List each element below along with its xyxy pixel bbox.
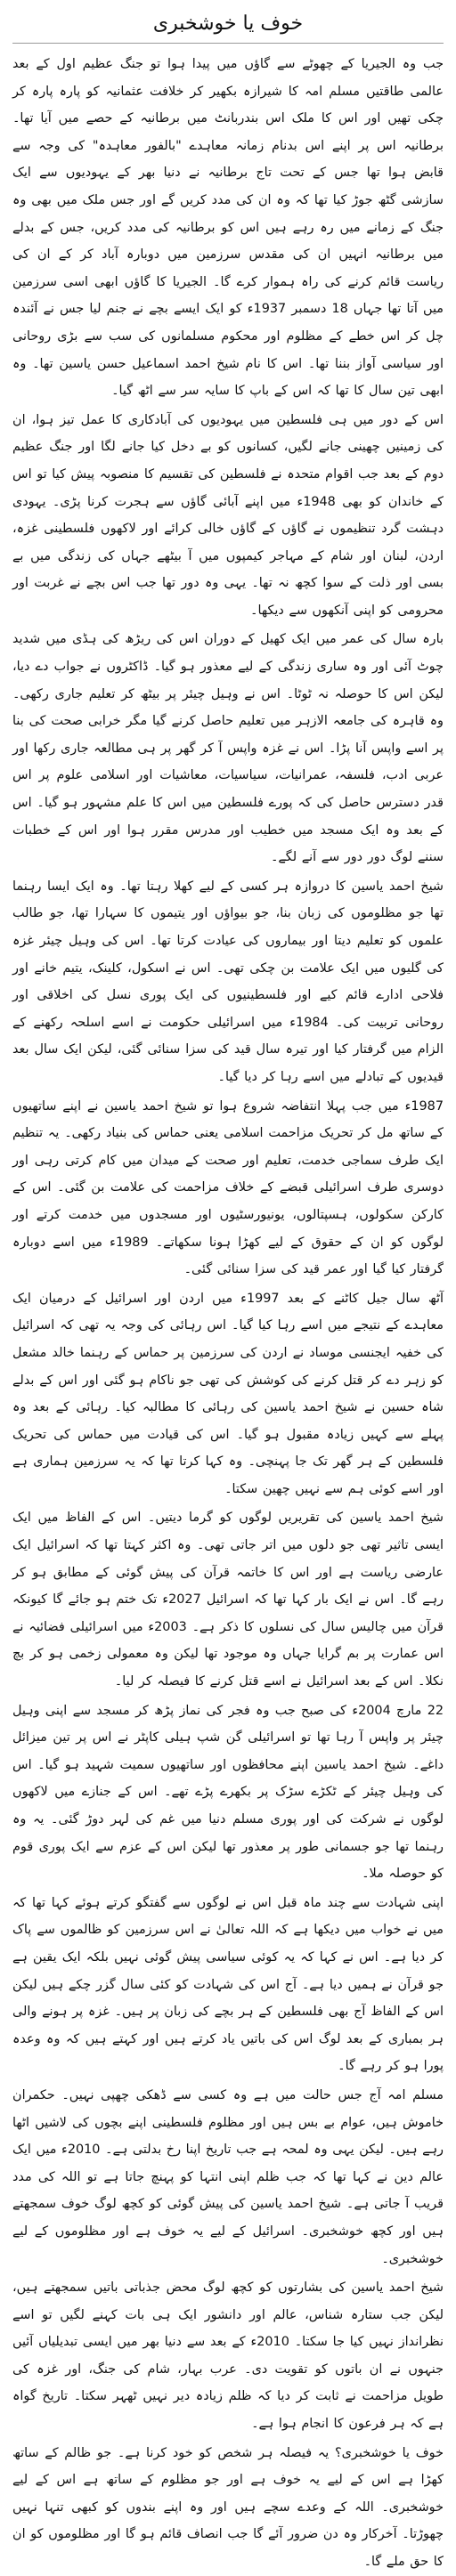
article-paragraph: اپنی شہادت سے چند ماہ قبل اس نے لوگوں سے گفتگو کرتے ہوئے کہا تھا کہ میں نے خواب میں دیکھا ہے کہ اللہ تعالیٰ نے اس سرزمین کو ظالموں سے پاک کر دیا ہے۔ اس نے کہا کہ یہ کوئی سیاسی پیش گوئی نہیں بلکہ ایک یقین ہے جو قرآن نے ہمیں دیا ہے۔ آج اس کی شہادت کو کئی سال گزر چکے ہیں لیکن اس کے الفاظ آج بھی فلسطین کے ہر بچے کی زبان پر ہیں۔ غزہ پر ہونے والی ہر بمباری کے بعد لوگ اس کی باتیں یاد کرتے ہیں اور کہتے ہیں کہ وہ وعدہ پورا ہو کر رہے گا۔ [12,1895,444,2074]
article-paragraph: اس کے دور میں ہی فلسطین میں یہودیوں کی آبادکاری کا عمل تیز ہوا، ان کی زمینیں چھینی جانے لگیں، کسانوں کو بے دخل کیا جانے لگا اور جنگ عظیم دوم کے بعد جب اقوام متحدہ نے فلسطین کی تقسیم کا منصوبہ پیش کیا تو اس کے خاندان کو بھی 1948ء میں اپنے آبائی گاؤں سے ہجرت کرنا پڑی۔ یہودی دہشت گرد تنظیموں نے گاؤں کے گاؤں خالی کرائے اور لاکھوں فلسطینی غزہ، اردن، لبنان اور شام کے مہاجر کیمپوں میں آ بیٹھے جہاں کی زندگی میں بے بسی اور ذلت کے سوا کچھ نہ تھا۔ یہی وہ دور تھا جب اس بچے نے غربت اور محرومی کو اپنی آنکھوں سے دیکھا۔ [12,412,444,618]
article-paragraph: 1987ء میں جب پہلا انتفاضہ شروع ہوا تو شیخ احمد یاسین نے اپنے ساتھیوں کے ساتھ مل کر تحریک مزاحمت اسلامی یعنی حماس کی بنیاد رکھی۔ یہ تنظیم ایک طرف سماجی خدمت، تعلیم اور صحت کے میدان میں کام کرتی رہی اور دوسری طرف اسرائیلی قبضے کے خلاف مزاحمت کی علامت بن گئی۔ اس کے کارکن سکولوں، ہسپتالوں، یونیورسٹیوں اور مسجدوں میں خدمت کرتے اور لوگوں کو ان کے حقوق کے لیے کھڑا ہونا سکھاتے۔ 1989ء میں اسے دوبارہ گرفتار کیا گیا اور عمر قید کی سزا سنائی گئی۔ [12,1098,444,1277]
article-paragraph: آٹھ سال جیل کاٹنے کے بعد 1997ء میں اردن اور اسرائیل کے درمیان ایک معاہدے کے نتیجے میں اسے رہا کیا گیا۔ اس رہائی کی وجہ یہ تھی کہ اسرائیل کی خفیہ ایجنسی موساد نے اردن کی سرزمین پر حماس کے رہنما خالد مشعل کو زہر دے کر قتل کرنے کی کوشش کی تھی جو ناکام ہو گئی اور اس کے بدلے شاہ حسین نے شیخ احمد یاسین کی رہائی کا مطالبہ کیا۔ رہائی کے بعد وہ پہلے سے کہیں زیادہ مقبول ہو گیا۔ اس کی قیادت میں حماس کی تحریک فلسطین کے ہر گھر تک جا پہنچی۔ وہ کہا کرتا تھا کہ یہ سرزمین ہماری ہے اور اسے کوئی ہم سے نہیں چھین سکتا۔ [12,1291,444,1496]
article-paragraph: مسلم امہ آج جس حالت میں ہے وہ کسی سے ڈھکی چھپی نہیں۔ حکمران خاموش ہیں، عوام بے بس ہیں اور مظلوم فلسطینی اپنے بچوں کی لاشیں اٹھا رہے ہیں۔ لیکن یہی وہ لمحہ ہے جب تاریخ اپنا رخ بدلتی ہے۔ 2010ء میں ایک عالم دین نے کہا تھا کہ جب ظلم اپنی انتہا کو پہنچ جاتا ہے تو اللہ کی مدد قریب آ جاتی ہے۔ شیخ احمد یاسین کی پیش گوئی کو کچھ لوگ خوف سمجھتے ہیں اور کچھ خوشخبری۔ اسرائیل کے لیے یہ خوف ہے اور مظلوموں کے لیے خوشخبری۔ [12,2087,444,2266]
article-paragraph: جب وہ الجیریا کے چھوٹے سے گاؤں میں پیدا ہوا تو جنگ عظیم اول کے بعد عالمی طاقتیں مسلم امہ کا شیرازہ بکھیر کر خلافت عثمانیہ کو پارہ پارہ کر چکی تھیں اور اس کا ملک اس بندربانٹ میں برطانیہ کے حصے میں آیا تھا۔ برطانیہ اس پر اپنے اس بدنام زمانہ معاہدے "بالفور معاہدہ" کی وجہ سے قابض ہوا تھا جس کے تحت تاج برطانیہ نے دنیا بھر کے یہودیوں سے ایک سازشی گٹھ جوڑ کیا تھا کہ وہ ان کی مدد کریں گے اور جس ملک میں بھی وہ جنگ کے زمانے میں رہ رہے ہیں اس کو برطانیہ کی مدد کریں، جس کے بدلے میں برطانیہ انہیں ان کی مقدس سرزمین میں دوبارہ آباد کر کے ان کی ریاست قائم کرنے کی راہ ہموار کرے گا۔ الجیریا کا گاؤں ابھی اسی سرزمین میں آتا تھا جہاں 18 دسمبر 1937ء کو ایک ایسے بچے نے جنم لیا جس نے آئندہ چل کر اس خطے کے مظلوم اور محکوم مسلمانوں کی سب سے بڑی روحانی اور سیاسی آواز بننا تھا۔ اس کا نام شیخ احمد اسماعیل حسن یاسین تھا۔ وہ ابھی تین سال کا تھا کہ اس کے باپ کا سایہ سر سے اٹھ گیا۔ [12,57,444,399]
article-title: خوف یا خوشخبری [152,12,304,35]
article-paragraph: 22 مارچ 2004ء کی صبح جب وہ فجر کی نماز پڑھ کر مسجد سے اپنی وہیل چیئر پر واپس آ رہا تھا تو اسرائیلی گن شپ ہیلی کاپٹر نے اس پر تین میزائل داغے۔ شیخ احمد یاسین اپنے محافظوں اور ساتھیوں سمیت شہید ہو گیا۔ اس کی وہیل چیئر کے ٹکڑے سڑک پر بکھرے پڑے تھے۔ اس کے جنازے میں لاکھوں لوگوں نے شرکت کی اور پوری مسلم دنیا میں غم کی لہر دوڑ گئی۔ یہ وہ رہنما تھا جو جسمانی طور پر معذور تھا لیکن اس کے عزم سے ایک پوری قوم کو حوصلہ ملا۔ [12,1703,444,1882]
article-paragraph: بارہ سال کی عمر میں ایک کھیل کے دوران اس کی ریڑھ کی ہڈی میں شدید چوٹ آئی اور وہ ساری زندگی کے لیے معذور ہو گیا۔ ڈاکٹروں نے جواب دے دیا، لیکن اس کا حوصلہ نہ ٹوٹا۔ اس نے وہیل چیئر پر بیٹھ کر تعلیم جاری رکھی۔ وہ قاہرہ کی جامعہ الازہر میں تعلیم حاصل کرنے گیا مگر خرابی صحت کی بنا پر اسے واپس آنا پڑا۔ اس نے غزہ واپس آ کر گھر پر ہی مطالعہ جاری رکھا اور عربی ادب، فلسفہ، عمرانیات، سیاسیات، معاشیات اور اسلامی علوم پر اس قدر دسترس حاصل کی کہ پورے فلسطین میں اس کا علم مشہور ہو گیا۔ اس کے بعد وہ ایک مسجد میں خطیب اور مدرس مقرر ہوا اور اس کے خطبات سننے لوگ دور دور سے آنے لگے۔ [12,632,444,865]
article-paragraph: شیخ احمد یاسین کا دروازہ ہر کسی کے لیے کھلا رہتا تھا۔ وہ ایک ایسا رہنما تھا جو مظلوموں کی زبان بنا، جو بیواؤں اور یتیموں کا سہارا تھا، جو طالب علموں کو تعلیم دیتا اور بیماروں کی عیادت کرتا تھا۔ اس کی وہیل چیئر غزہ کی گلیوں میں ایک علامت بن چکی تھی۔ اس نے اسکول، کلینک، یتیم خانے اور فلاحی ادارے قائم کیے اور فلسطینیوں کی ایک پوری نسل کی اخلاقی اور روحانی تربیت کی۔ 1984ء میں اسرائیلی حکومت نے اسے اسلحہ رکھنے کے الزام میں گرفتار کیا اور تیرہ سال قید کی سزا سنائی گئی، لیکن ایک سال بعد قیدیوں کے تبادلے میں اسے رہا کر دیا گیا۔ [12,879,444,1084]
article-body [12,51,444,2576]
article-paragraph: شیخ احمد یاسین کی بشارتوں کو کچھ لوگ محض جذباتی باتیں سمجھتے ہیں، لیکن جب ستارہ شناس، عالم اور دانشور ایک ہی بات کہنے لگیں تو اسے نظرانداز نہیں کیا جا سکتا۔ 2010ء کے بعد سے دنیا بھر میں ایسی تبدیلیاں آئیں جنہوں نے ان باتوں کو تقویت دی۔ عرب بہار، شام کی جنگ، اور غزہ کی طویل مزاحمت نے ثابت کر دیا کہ ظلم زیادہ دیر نہیں ٹھہر سکتا۔ تاریخ گواہ ہے کہ ہر فرعون کا انجام ہوا ہے۔ [12,2280,444,2432]
article-paragraph: خوف یا خوشخبری؟ یہ فیصلہ ہر شخص کو خود کرنا ہے۔ جو ظالم کے ساتھ کھڑا ہے اس کے لیے یہ خوف ہے اور جو مظلوم کے ساتھ ہے اس کے لیے خوشخبری۔ اللہ کے وعدے سچے ہیں اور وہ اپنے بندوں کو کبھی تنہا نہیں چھوڑتا۔ آخرکار وہ دن ضرور آئے گا جب انصاف قائم ہو گا اور مظلوموں کو ان کا حق ملے گا۔ [12,2445,444,2570]
title-divider [12,43,444,44]
article-paragraph: شیخ احمد یاسین کی تقریریں لوگوں کو گرما دیتیں۔ اس کے الفاظ میں ایک ایسی تاثیر تھی جو دلوں میں اتر جاتی تھی۔ وہ اکثر کہتا تھا کہ اسرائیل ایک عارضی ریاست ہے اور اس کا خاتمہ قرآن کی پیش گوئی کے مطابق ہو کر رہے گا۔ اس نے ایک بار کہا تھا کہ اسرائیل 2027ء تک ختم ہو جائے گا کیونکہ قرآن میں چالیس سال کی نسلوں کا ذکر ہے۔ 2003ء میں اسرائیلی فضائیہ نے اس عمارت پر بم گرایا جہاں وہ موجود تھا لیکن وہ معمولی زخمی ہو کر بچ نکلا۔ اس کے بعد اسرائیل نے اسے قتل کرنے کا فیصلہ کر لیا۔ [12,1511,444,1689]
